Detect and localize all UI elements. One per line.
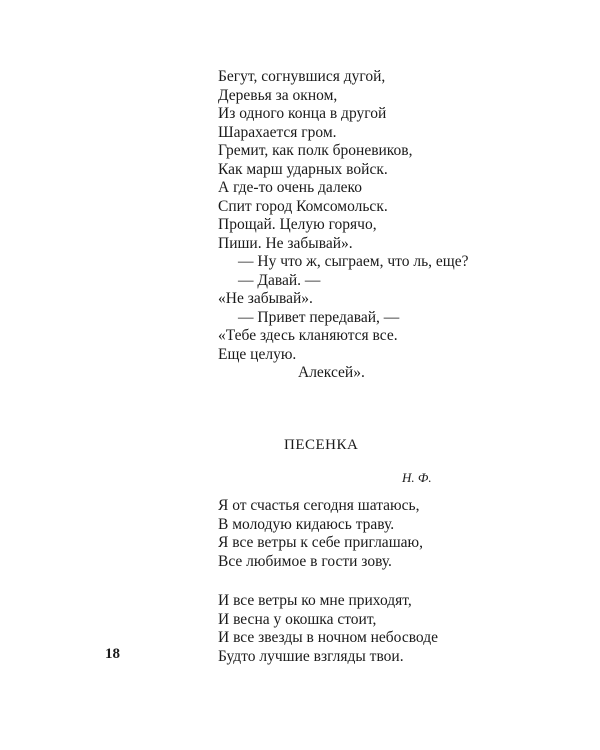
poem-line: Прощай. Целую горячо, (218, 216, 377, 233)
poem-line: Еще целую. (218, 345, 297, 363)
page-number: 18 (105, 646, 120, 662)
poem-line: Гремит, как полк броневиков, (218, 142, 413, 159)
poem-line: Из одного конца в другой (218, 105, 387, 122)
poem-line: В молодую кидаюсь траву. (218, 515, 395, 533)
poem-line: Я все ветры к себе приглашаю, (218, 534, 423, 551)
poem-line: Пиши. Не забывай». (218, 234, 353, 252)
poem-line: Все любимое в гости зову. (218, 552, 392, 570)
poem-line: Бегут, согнувшися дугой, (218, 68, 386, 85)
poem-line: И все ветры ко мне приходят, (218, 592, 412, 609)
poem-letter-excerpt (218, 68, 468, 383)
poem-line: — Ну что ж, сыграем, что ль, еще? (238, 253, 469, 270)
poem-line: И весна у окошка стоит, (218, 610, 377, 628)
poem-dedication: Н. Ф. (402, 470, 432, 485)
poem-line: — Давай. — (238, 271, 321, 289)
poem-line: Будто лучшие взгляды твои. (218, 647, 404, 665)
poem-line: Деревья за окном, (218, 86, 338, 104)
poem-line: Как марш ударных войск. (218, 160, 388, 178)
poem-stanza-2 (218, 592, 438, 666)
poem-line: Шарахается гром. (218, 123, 337, 141)
poem-signature: Алексей». (298, 364, 365, 381)
poem-line: — Привет передавай, — (238, 308, 400, 326)
poem-title: ПЕСЕНКА (284, 437, 359, 453)
poem-line: Спит город Комсомольск. (218, 197, 388, 215)
poem-stanza-1 (218, 497, 423, 571)
poem-line: «Не забывай». (218, 290, 313, 307)
poem-line: А где-то очень далеко (218, 179, 363, 196)
poem-line: «Тебе здесь кланяются все. (218, 327, 398, 344)
poem-line: Я от счастья сегодня шатаюсь, (218, 497, 420, 514)
poem-line: И все звезды в ночном небосводе (218, 629, 438, 646)
